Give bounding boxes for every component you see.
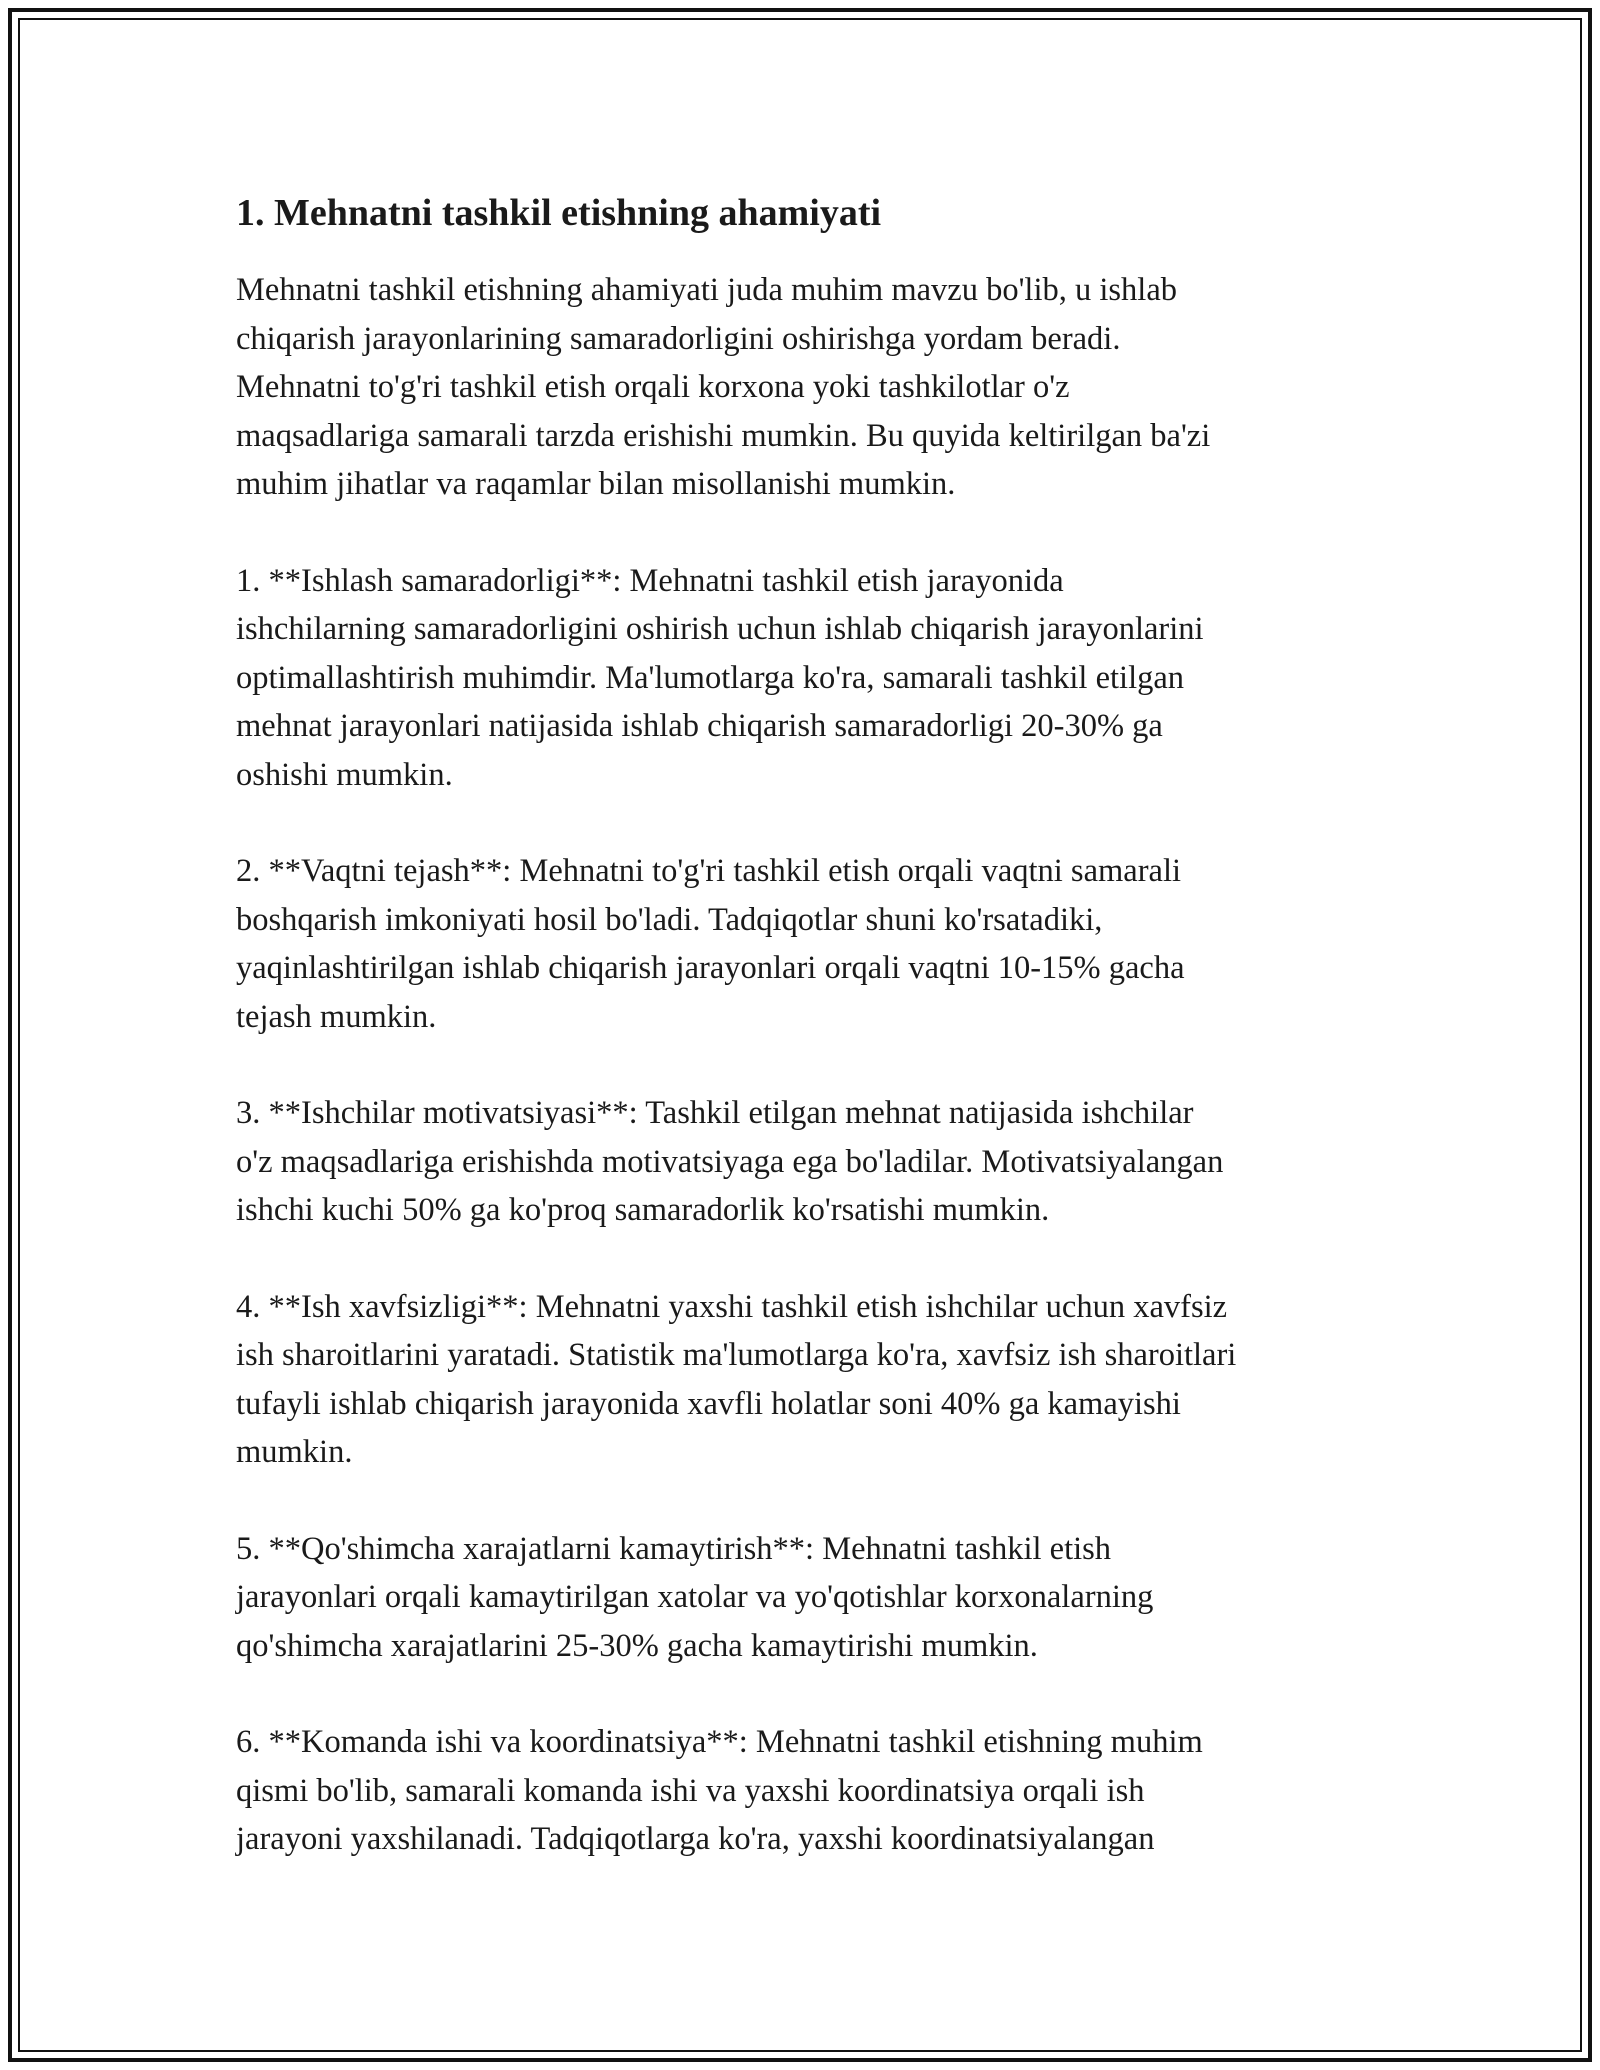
paragraph-teamwork: 6. **Komanda ishi va koordinatsiya**: Mehnatni tashkil etishning muhim qismi bo'lib, samarali komanda ishi va yaxshi koordinatsiya orqali ish jarayoni yaxshilanadi. Tadqiqotlarga ko'ra, yaxshi koordinatsiyalangan [236,1724,1203,1857]
document-page [236,186,1376,1912]
paragraph-work-efficiency: 1. **Ishlash samaradorligi**: Mehnatni tashkil etish jarayonida ishchilarning samaradorligini oshirish uchun ishlab chiqarish jarayonlarini optimallashtirish muhimdir. Ma'lumotlarga ko'ra, samarali tashkil etilgan mehnat jarayonlari natijasida ishlab chiqarish samaradorligi 20-30% ga oshishi mumkin. [236,562,1204,793]
document-title: 1. Mehnatni tashkil etishning ahamiyati [236,192,882,234]
intro-paragraph: Mehnatni tashkil etishning ahamiyati juda muhim mavzu bo'lib, u ishlab chiqarish jarayonlarining samaradorligini oshirishga yordam beradi. Mehnatni to'g'ri tashkil etish orqali korxona yoki tashkilotlar o'z maqsadlariga samarali tarzda erishishi mumkin. Bu quyida keltirilgan ba'zi muhim jihatlar va raqamlar bilan misollanishi mumkin. [236,272,1211,502]
paragraph-time-saving: 2. **Vaqtni tejash**: Mehnatni to'g'ri tashkil etish orqali vaqtni samarali boshqarish imkoniyati hosil bo'ladi. Tadqiqotlar shuni ko'rsatadiki, yaqinlashtirilgan ishlab chiqarish jarayonlari orqali vaqtni 10-15% gacha tejash mumkin. [236,853,1185,1035]
paragraph-worker-motivation: 3. **Ishchilar motivatsiyasi**: Tashkil etilgan mehnat natijasida ishchilar o'z maqsadlariga erishishda motivatsiyaga ega bo'ladilar. Motivatsiyalangan ishchi kuchi 50% ga ko'proq samaradorlik ko'rsatishi mumkin. [236,1095,1224,1228]
paragraph-cost-reduction: 5. **Qo'shimcha xarajatlarni kamaytirish**: Mehnatni tashkil etish jarayonlari orqali kamaytirilgan xatolar va yo'qotishlar korxonalarning qo'shimcha xarajatlarini 25-30% gacha kamaytirishi mumkin. [236,1530,1154,1664]
paragraph-work-safety: 4. **Ish xavfsizligi**: Mehnatni yaxshi tashkil etish ishchilar uchun xavfsiz ish sharoitlarini yaratadi. Statistik ma'lumotlarga ko'ra, xavfsiz ish sharoitlari tufayli ishlab chiqarish jarayonida xavfli holatlar soni 40% ga kamayishi mumkin. [236,1288,1237,1470]
